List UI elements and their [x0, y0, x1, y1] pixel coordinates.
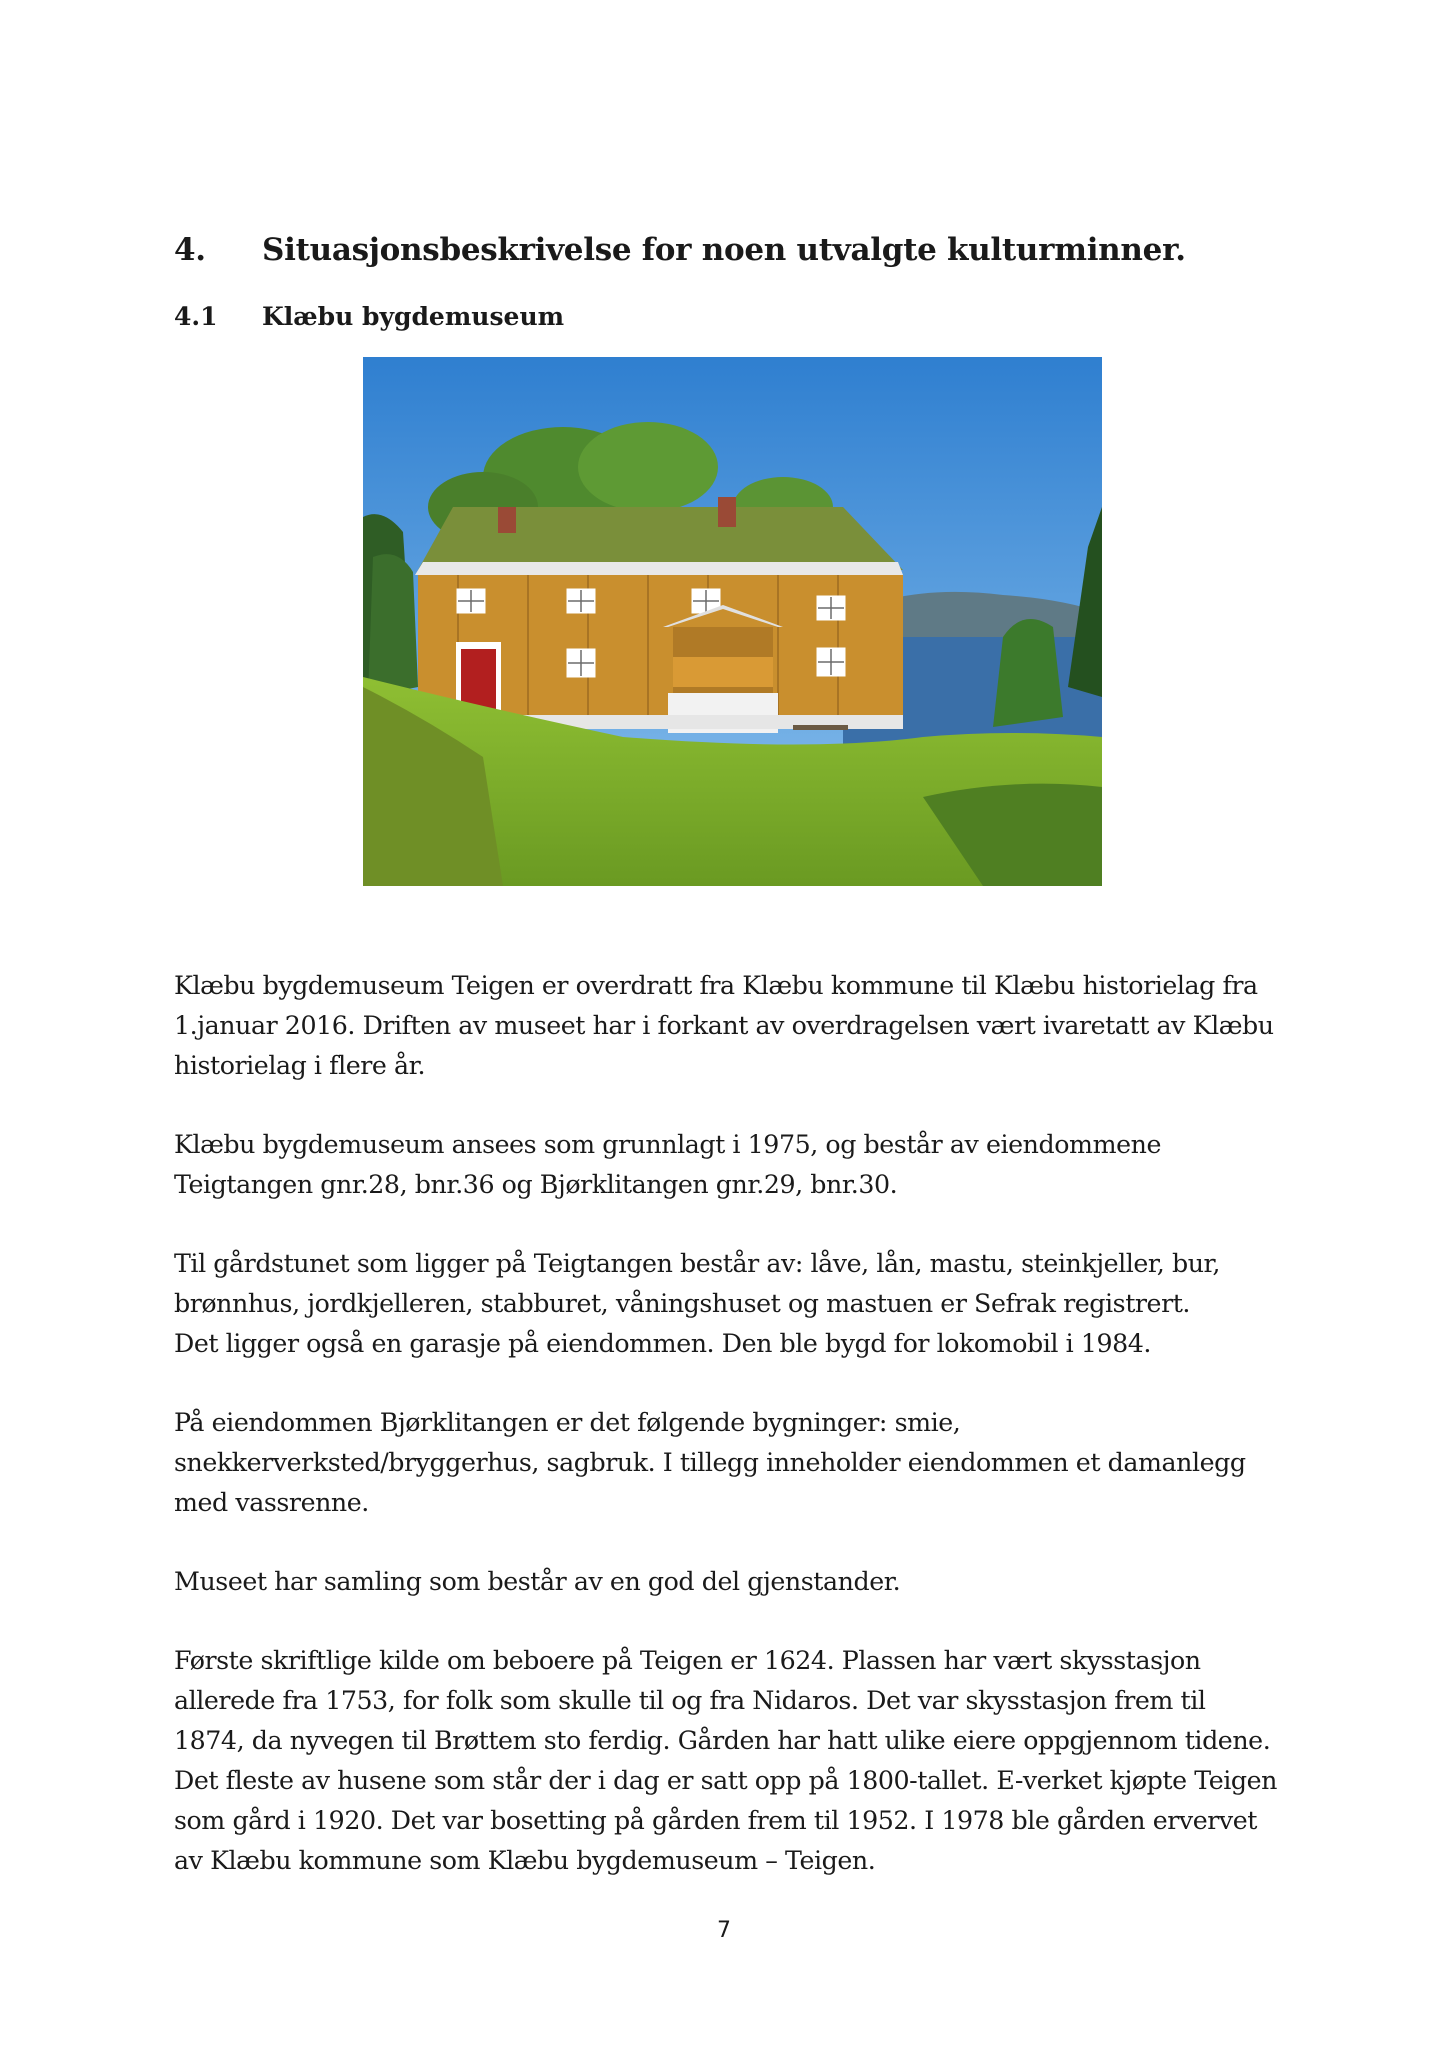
body-text: [174, 966, 1294, 1920]
subsection-heading: [174, 302, 564, 331]
text-line: Klæbu bygdemuseum ansees som grunnlagt i 1975, og består av eiendommene: [174, 1130, 1161, 1159]
text-line: allerede fra 1753, for folk som skulle til og fra Nidaros. Det var skysstasjon frem til: [174, 1686, 1206, 1715]
text-line: Museet har samling som består av en god del gjenstander.: [174, 1567, 901, 1596]
text-line: Det fleste av husene som står der i dag er satt opp på 1800-tallet. E-verket kjøpte Teigen: [174, 1766, 1277, 1795]
photo-roof: [418, 507, 903, 570]
paragraph: [174, 1562, 1294, 1602]
text-line: med vassrenne.: [174, 1488, 369, 1517]
text-line: Det ligger også en garasje på eiendommen. Den ble bygd for lokomobil i 1984.: [174, 1329, 1152, 1358]
text-line: Første skriftlige kilde om beboere på Teigen er 1624. Plassen har vært skysstasjon: [174, 1646, 1201, 1675]
paragraph: [174, 1403, 1294, 1523]
text-line: Teigtangen gnr.28, bnr.36 og Bjørklitangen gnr.29, bnr.30.: [174, 1170, 898, 1199]
subsection-number: 4.1: [174, 302, 218, 331]
photo-tree-left-2: [368, 554, 418, 697]
page-number: 7: [717, 1918, 731, 1943]
text-line: som gård i 1920. Det var bosetting på gården frem til 1952. I 1978 ble gården ervervet: [174, 1806, 1257, 1835]
text-line: historielag i flere år.: [174, 1051, 426, 1080]
paragraph: [174, 1641, 1294, 1881]
text-line: På eiendommen Bjørklitangen er det følgende bygninger: smie,: [174, 1408, 961, 1437]
paragraph: [174, 1244, 1294, 1364]
text-line: brønnhus, jordkjelleren, stabburet, våningshuset og mastuen er Sefrak registrert.: [174, 1289, 1191, 1318]
subsection-title: Klæbu bygdemuseum: [262, 302, 565, 331]
section-heading: [174, 232, 1186, 268]
text-line: Klæbu bygdemuseum Teigen er overdratt fra Klæbu kommune til Klæbu historielag fra: [174, 971, 1258, 1000]
text-line: snekkerverksted/bryggerhus, sagbruk. I tillegg inneholder eiendommen et damanlegg: [174, 1448, 1246, 1477]
section-number: 4.: [174, 232, 206, 268]
paragraph: [174, 1125, 1294, 1205]
museum-photo: [363, 357, 1102, 886]
photo-chimney: [498, 507, 516, 533]
paragraph: [174, 966, 1294, 1086]
section-title: Situasjonsbeskrivelse for noen utvalgte kulturminner.: [262, 232, 1186, 268]
text-line: 1.januar 2016. Driften av museet har i forkant av overdragelsen vært ivaretatt av Klæbu: [174, 1011, 1274, 1040]
text-line: av Klæbu kommune som Klæbu bygdemuseum – Teigen.: [174, 1846, 876, 1875]
text-line: 1874, da nyvegen til Brøttem sto ferdig. Gården har hatt ulike eiere oppgjennom tidene.: [174, 1726, 1271, 1755]
text-line: Til gårdstunet som ligger på Teigtangen består av: låve, lån, mastu, steinkjeller, bur,: [174, 1249, 1220, 1278]
